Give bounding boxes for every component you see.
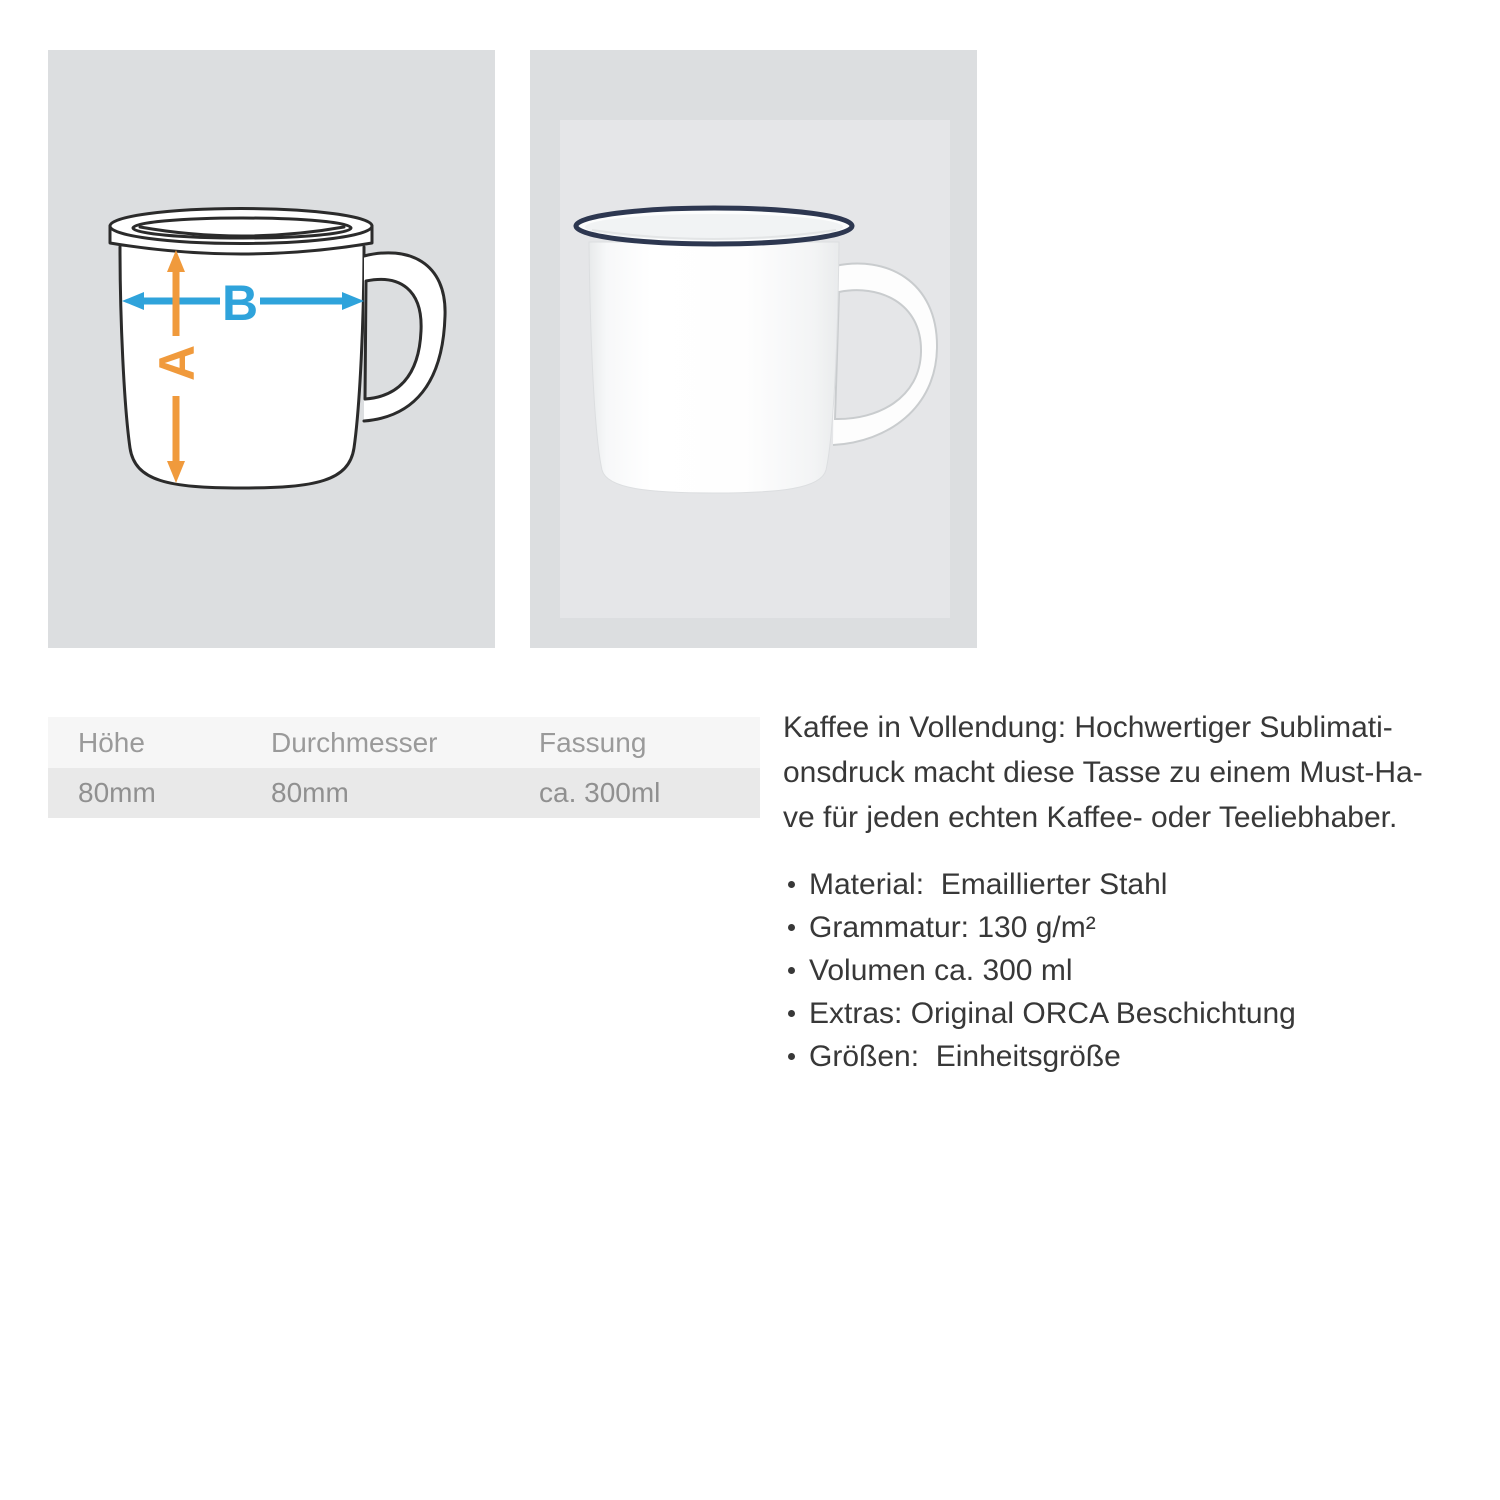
- size-table-value-durchmesser: 80mm: [271, 777, 349, 808]
- product-description: [783, 705, 1493, 1078]
- bullet-icon: [788, 1053, 795, 1060]
- photo-mug-body: [589, 242, 839, 493]
- product-photo-panel: [530, 50, 977, 648]
- feature-item-volumen: [783, 949, 1493, 992]
- feature-text: Größen: Einheitsgröße: [809, 1040, 1121, 1073]
- bullet-icon: [788, 1010, 795, 1017]
- size-table-header-row: [48, 717, 760, 768]
- bullet-icon: [788, 881, 795, 888]
- width-arrow-shaft-right: [260, 298, 344, 305]
- height-arrow-shaft-bottom: [173, 396, 180, 466]
- feature-item-grammatur: [783, 906, 1493, 949]
- feature-text: Grammatur: 130 g/m²: [809, 911, 1096, 944]
- feature-item-groessen: [783, 1035, 1493, 1078]
- feature-text: Extras: Original ORCA Beschichtung: [809, 997, 1296, 1030]
- bullet-icon: [788, 967, 795, 974]
- enamel-mug-photo: [530, 50, 977, 648]
- size-table: [48, 717, 760, 818]
- height-label-a: A: [149, 344, 205, 382]
- size-table-header-durchmesser: Durchmesser: [271, 726, 438, 758]
- width-arrow-shaft-left: [140, 298, 220, 305]
- size-table-value-fassung: ca. 300ml: [539, 777, 661, 808]
- feature-list: [783, 863, 1493, 1078]
- photo-mug-interior: [585, 214, 843, 240]
- description-intro-line: onsdruck macht diese Tasse zu einem Must-Ha-: [783, 756, 1423, 789]
- size-diagram-panel: [48, 50, 495, 648]
- diameter-label-b: B: [221, 275, 259, 331]
- description-intro-line: Kaffee in Vollendung: Hochwertiger Sublimati-: [783, 711, 1393, 744]
- description-intro-line: ve für jeden echten Kaffee- oder Teeliebhaber.: [783, 801, 1398, 834]
- mug-dimension-diagram: [48, 50, 495, 648]
- feature-item-material: [783, 863, 1493, 906]
- size-table-header-hoehe: Höhe: [78, 726, 145, 758]
- size-table-value-row: [48, 768, 760, 818]
- feature-item-extras: [783, 992, 1493, 1035]
- feature-text: Volumen ca. 300 ml: [809, 954, 1073, 987]
- height-arrow-shaft-top: [173, 268, 180, 336]
- size-table-header-fassung: Fassung: [539, 726, 647, 758]
- bullet-icon: [788, 924, 795, 931]
- feature-text: Material: Emaillierter Stahl: [809, 868, 1168, 901]
- size-table-value-hoehe: 80mm: [78, 777, 156, 808]
